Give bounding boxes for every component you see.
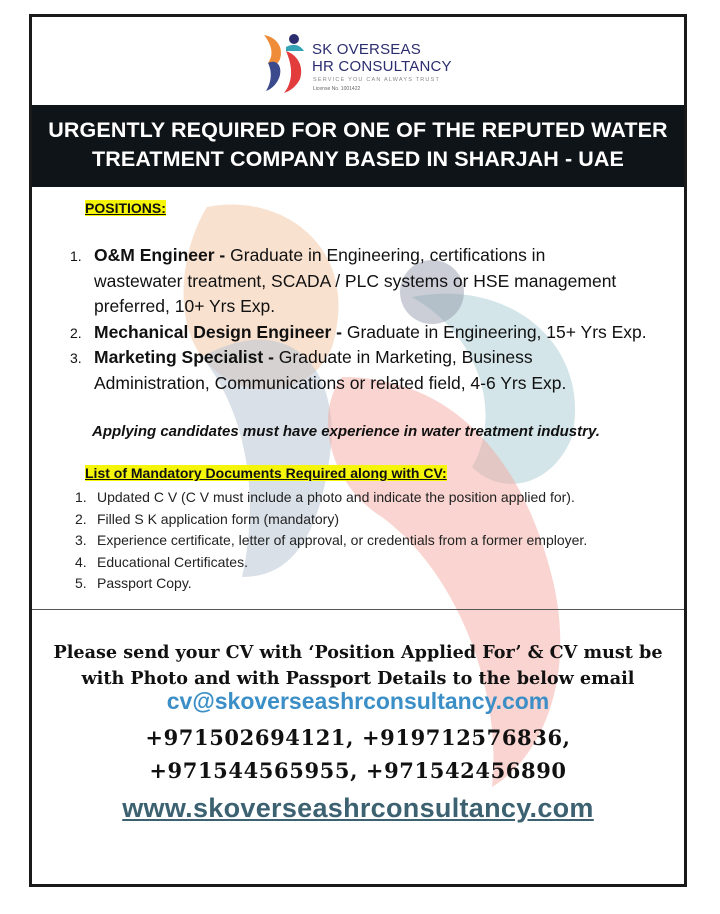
position-desc: preferred, 10+ Yrs Exp.	[94, 296, 276, 316]
positions-heading	[85, 200, 166, 216]
position-desc: Graduate in Engineering, certifications in	[225, 245, 546, 265]
contact-email[interactable]: cv@skoverseashrconsultancy.com	[166, 688, 550, 714]
logo-line-1: SK OVERSEAS	[312, 41, 421, 58]
position-desc: Graduate in Marketing, Business	[273, 347, 533, 367]
document-number: 3.	[75, 532, 87, 549]
company-logo	[260, 29, 470, 99]
poster-frame	[29, 14, 687, 887]
document-item	[75, 530, 685, 552]
position-title: Marketing Specialist -	[94, 347, 274, 367]
document-number: 4.	[75, 553, 87, 570]
apply-instructions-line-2: with Photo and with Passport Details to the below email	[81, 668, 635, 689]
position-title: Mechanical Design Engineer -	[94, 321, 342, 342]
phone-line-1[interactable]: +971502694121, +919712576836,	[145, 725, 571, 750]
document-number: 5.	[75, 575, 87, 592]
documents-heading	[85, 465, 447, 481]
position-desc: Administration, Communications or related field, 4-6 Yrs Exp.	[94, 372, 567, 393]
phone-line-2[interactable]: +971544565955, +971542456890	[149, 758, 567, 783]
apply-instructions-line-1: Please send your CV with ‘Position Applied For’ & CV must be	[53, 642, 663, 663]
position-desc: Graduate in Engineering, 15+ Yrs Exp.	[341, 321, 647, 342]
position-desc: wastewater treatment, SCADA / PLC systems or HSE management	[94, 270, 617, 291]
document-text: Experience certificate, letter of approval, or credentials from a former employer.	[97, 532, 588, 549]
logo-line-2: HR CONSULTANCY	[312, 58, 452, 75]
experience-note: Applying candidates must have experience in water treatment industry.	[92, 423, 600, 440]
headline-line-1: URGENTLY REQUIRED FOR ONE OF THE REPUTED WATER	[48, 118, 668, 142]
contact-phones	[32, 721, 684, 787]
document-text: Educational Certificates.	[97, 553, 248, 570]
document-text: Passport Copy.	[97, 575, 192, 592]
position-number: 1.	[70, 248, 82, 264]
document-text: Updated C V (C V must include a photo and indicate the position applied for).	[97, 489, 575, 505]
license-number: License No. 1001422	[313, 86, 361, 92]
document-item	[75, 487, 685, 509]
positions-heading-text: POSITIONS:	[85, 200, 166, 216]
section-divider	[32, 609, 684, 610]
position-number: 2.	[70, 324, 82, 341]
apply-instructions	[32, 640, 684, 692]
logo-tagline: SERVICE YOU CAN ALWAYS TRUST	[313, 77, 441, 83]
document-number: 1.	[75, 489, 87, 505]
document-number: 2.	[75, 510, 87, 527]
document-item	[75, 573, 685, 595]
logo-mark-icon	[260, 29, 308, 95]
position-item	[70, 320, 680, 346]
website-link[interactable]: www.skoverseashrconsultancy.com	[122, 793, 594, 823]
document-item	[75, 509, 685, 531]
positions-list	[70, 243, 680, 396]
headline-banner	[32, 105, 684, 187]
position-title: O&M Engineer -	[94, 245, 226, 265]
documents-heading-text: List of Mandatory Documents Required along with CV:	[85, 465, 447, 481]
documents-list	[75, 487, 685, 595]
document-item	[75, 552, 685, 574]
headline-line-2: TREATMENT COMPANY BASED IN SHARJAH - UAE	[92, 147, 624, 171]
document-text: Filled S K application form (mandatory)	[97, 510, 339, 527]
position-item	[70, 345, 680, 396]
position-number: 3.	[70, 350, 82, 366]
position-item	[70, 243, 680, 320]
